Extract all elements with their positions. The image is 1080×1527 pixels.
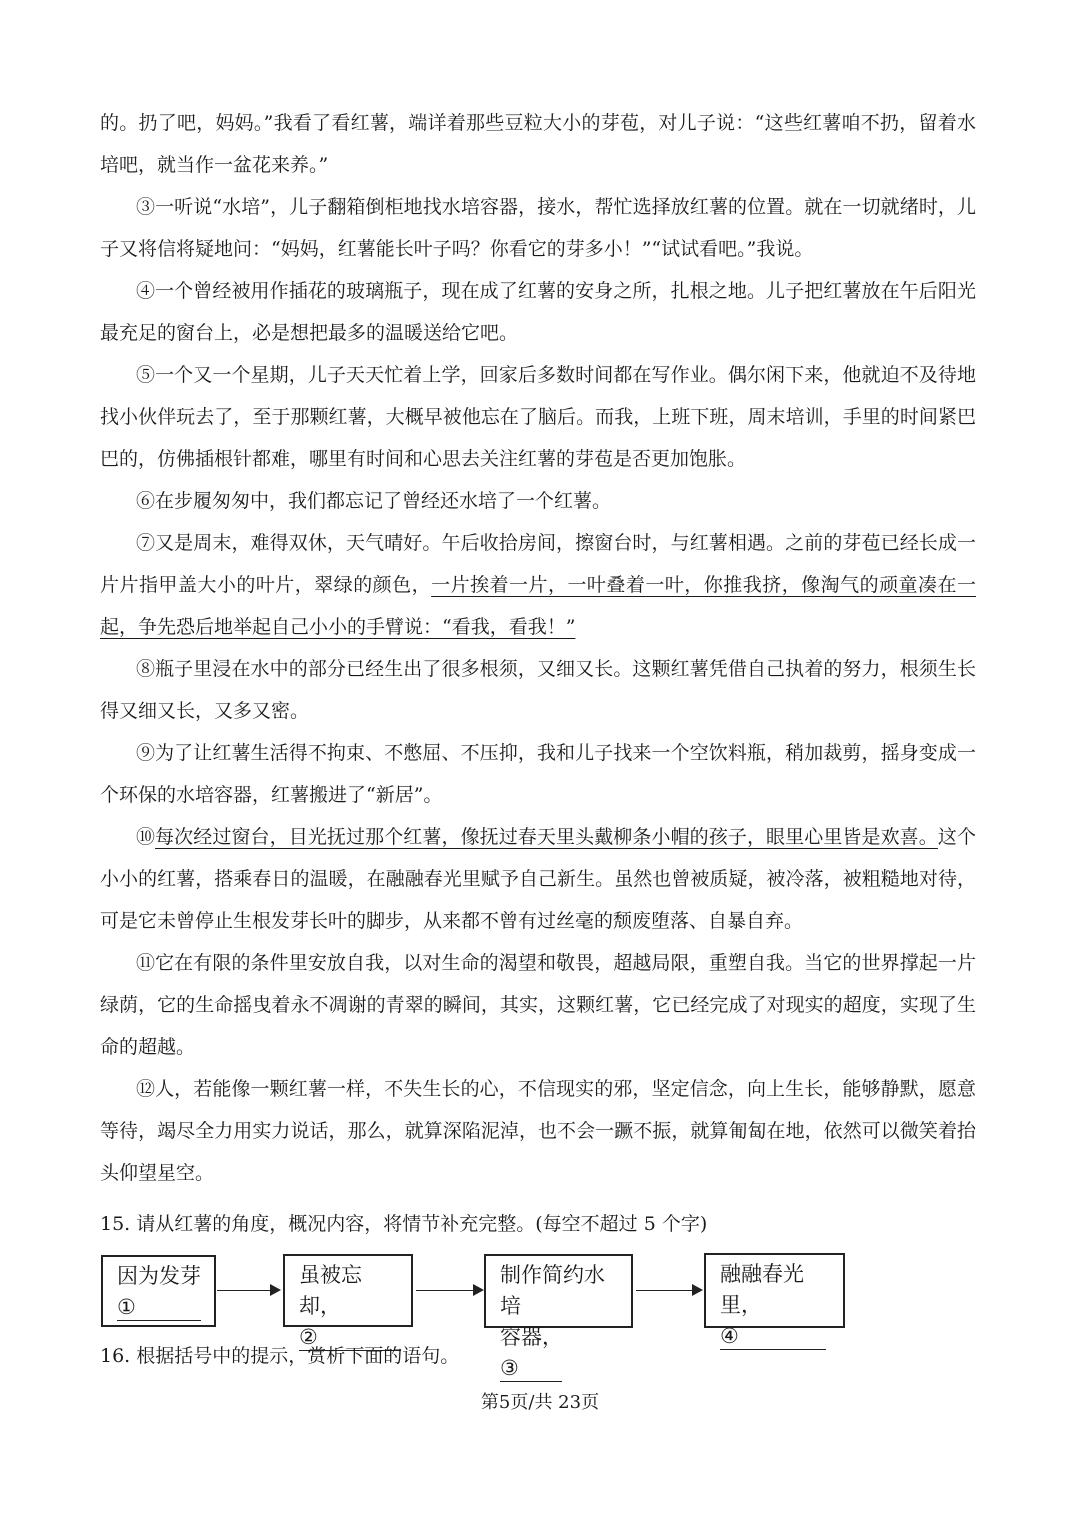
answer-blank-3[interactable]: ③ <box>500 1355 562 1382</box>
passage-paragraph-7: ⑦又是周末，难得双休，天气晴好。午后收拾房间，擦窗台时，与红薯相遇。之前的芽苞已经长成一片片指甲盖大小的叶片，翠绿的颜色，一片挨着一片，一叶叠着一叶，你推我挤，像淘气的顽童凑在一起，争先恐后地举起自己小小的手臂说：“看我，看我！” <box>100 532 976 638</box>
passage-paragraph-11: ⑪它在有限的条件里安放自我，以对生命的渴望和敬畏，超越局限，重塑自我。当它的世界撑起一片绿荫，它的生命摇曳着永不凋谢的青翠的瞬间，其实，这颗红薯，它已经完成了对现实的超度，实现了生命的超越。 <box>100 952 976 1058</box>
flow-box-2 <box>283 1254 413 1349</box>
answer-blank-1[interactable]: ① <box>117 1294 201 1321</box>
flow-box-4 <box>704 1253 845 1348</box>
flow-box-3-text: 制作简约水培 <box>500 1263 605 1318</box>
passage-paragraph-9: ⑨为了让红薯生活得不拘束、不憋屈、不压抑，我和儿子找来一个空饮料瓶，稍加裁剪，摇身变成一个环保的水培容器，红薯搬进了“新居”。 <box>100 742 976 806</box>
question-16-prompt: 16. 根据括号中的提示，赏析下面的语句。 <box>100 1345 460 1367</box>
flow-box-1-text: 因为发芽 <box>117 1264 201 1288</box>
passage-paragraph-12: ⑫人，若能像一颗红薯一样，不失生长的心，不信现实的邪，坚定信念，向上生长，能够静默，愿意等待，竭尽全力用实力说话，那么，就算深陷泥淖，也不会一蹶不振，就算匍匐在地，依然可以微笑着抬头仰望星空。 <box>100 1078 976 1184</box>
answer-blank-2[interactable]: ② <box>299 1324 401 1351</box>
underlined-sentence-7: 一片挨着一片，一叶叠着一叶，你推我挤，像淘气的顽童凑在一起，争先恐后地举起自己小小的手臂说：“看我，看我！” <box>100 574 976 638</box>
flow-arrow-2 <box>416 1290 482 1291</box>
answer-blank-4[interactable]: ④ <box>720 1323 826 1350</box>
passage-paragraph-3: ③一听说“水培”，儿子翻箱倒柜地找水培容器，接水，帮忙选择放红薯的位置。就在一切就绪时，儿子又将信将疑地问：“妈妈，红薯能长叶子吗？你看它的芽多小！”“试试看吧。”我说。 <box>100 196 976 260</box>
passage-paragraph-10: ⑩每次经过窗台，目光抚过那个红薯，像抚过春天里头戴柳条小帽的孩子，眼里心里皆是欢喜。这个小小的红薯，搭乘春日的温暖，在融融春光里赋予自己新生。虽然也曾被质疑，被冷落，被粗糙地对待，可是它未曾停止生根发芽长叶的脚步，从来都不曾有过丝毫的颓废堕落、自暴自弃。 <box>100 826 976 932</box>
flow-box-1 <box>101 1255 216 1327</box>
flow-box-2-text: 虽被忘却， <box>299 1263 362 1318</box>
question-15-prompt: 15. 请从红薯的角度，概况内容，将情节补充完整。(每空不超过 5 个字) <box>100 1213 708 1235</box>
underlined-sentence-10: 每次经过窗台，目光抚过那个红薯，像抚过春天里头戴柳条小帽的孩子，眼里心里皆是欢喜。 <box>155 826 938 848</box>
passage-paragraph-5: ⑤一个又一个星期，儿子天天忙着上学，回家后多数时间都在写作业。偶尔闲下来，他就迫不及待地找小伙伴玩去了，至于那颗红薯，大概早被他忘在了脑后。而我，上班下班，周末培训，手里的时间紧巴巴的，仿佛插根针都难，哪里有时间和心思去关注红薯的芽苞是否更加饱胀。 <box>100 364 976 470</box>
flow-arrow-3 <box>636 1290 701 1291</box>
passage-paragraph-8: ⑧瓶子里浸在水中的部分已经生出了很多根须，又细又长。这颗红薯凭借自己执着的努力，根须生长得又细又长，又多又密。 <box>100 658 976 722</box>
passage-paragraph-continued: 的。扔了吧，妈妈。”我看了看红薯，端详着那些豆粒大小的芽苞，对儿子说：“这些红薯咱不扔，留着水培吧，就当作一盆花来养。” <box>100 112 976 176</box>
passage-paragraph-4: ④一个曾经被用作插花的玻璃瓶子，现在成了红薯的安身之所，扎根之地。儿子把红薯放在午后阳光最充足的窗台上，必是想把最多的温暖送给它吧。 <box>100 280 976 344</box>
flow-box-3-text-2: 容器， <box>500 1325 563 1349</box>
flow-arrow-1 <box>217 1290 279 1291</box>
flow-box-4-text: 融融春光里， <box>720 1262 804 1317</box>
passage-paragraph-6: ⑥在步履匆匆中，我们都忘记了曾经还水培了一个红薯。 <box>136 490 612 512</box>
page-number-footer: 第5页/共 23页 <box>480 1392 600 1413</box>
flow-box-3 <box>484 1254 633 1380</box>
